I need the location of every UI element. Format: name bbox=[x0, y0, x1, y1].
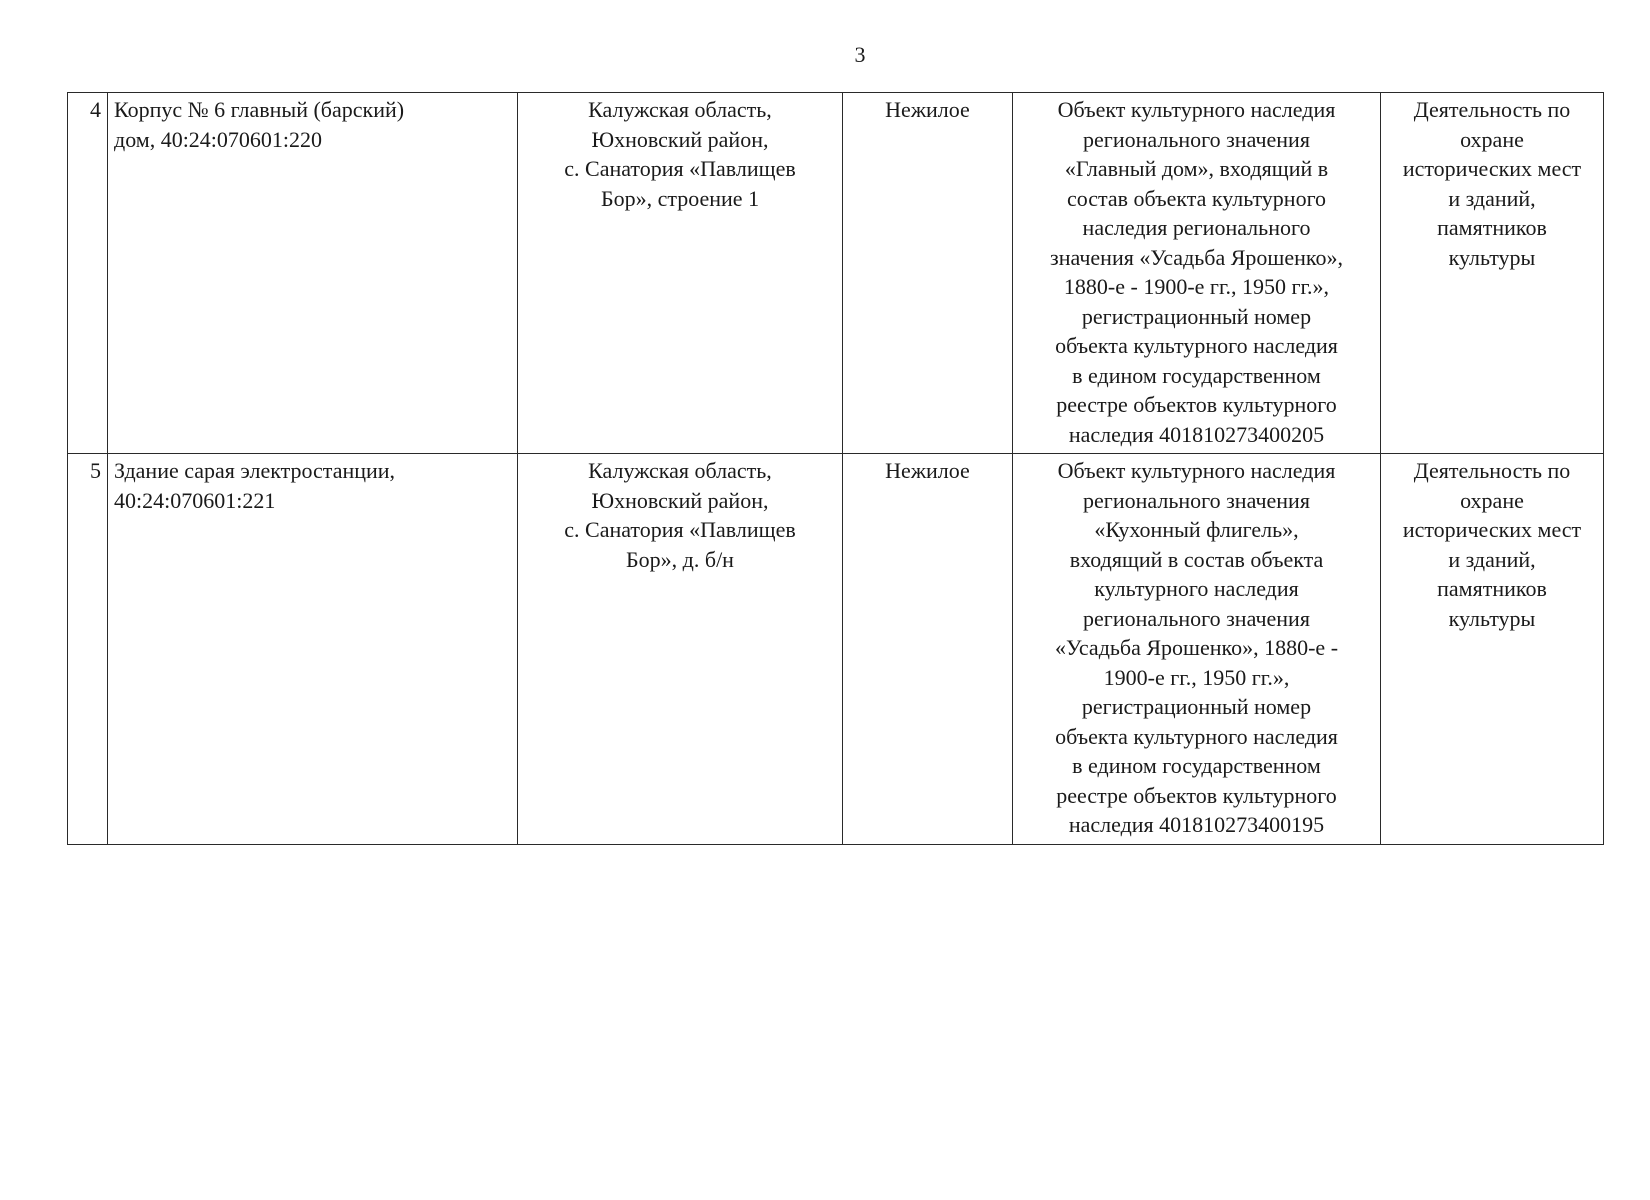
object-name-cell bbox=[108, 454, 518, 845]
purpose-cell bbox=[843, 454, 1013, 845]
row-number: 5 bbox=[90, 458, 101, 483]
activity: Деятельность по охране исторических мест и зданий, памятников культуры bbox=[1402, 97, 1582, 270]
address: Калужская область, Юхновский район, с. Санатория «Павлищев Бор», строение 1 bbox=[564, 97, 796, 211]
property-table bbox=[67, 92, 1604, 845]
purpose: Нежилое bbox=[885, 97, 970, 122]
activity-cell bbox=[1381, 93, 1604, 454]
row-number: 4 bbox=[90, 97, 101, 122]
address: Калужская область, Юхновский район, с. Санатория «Павлищев Бор», д. б/н bbox=[564, 458, 796, 572]
activity-cell bbox=[1381, 454, 1604, 845]
purpose: Нежилое bbox=[885, 458, 970, 483]
heritage-description: Объект культурного наследия регионального значения «Главный дом», входящий в состав объекта культурного наследия регионального значения «Усадьба Ярошенко», 1880-е - 1900-е гг., 1950 гг.», регистрационный номер объекта культурного наследия в едином государственном реестре объектов культурного наследия 401810273400205 bbox=[1050, 97, 1343, 447]
row-number-cell bbox=[68, 454, 108, 845]
row-number-cell bbox=[68, 93, 108, 454]
heritage-description: Объект культурного наследия регионального значения «Кухонный флигель», входящий в состав объекта культурного наследия регионального значения «Усадьба Ярошенко», 1880-е - 1900-е гг., 1950 гг.», регистрационный номер объекта культурного наследия в едином государственном реестре объектов культурного наследия 401810273400195 bbox=[1054, 458, 1339, 837]
address-cell bbox=[518, 93, 843, 454]
address-cell bbox=[518, 454, 843, 845]
table-row bbox=[68, 93, 1604, 454]
table-row bbox=[68, 454, 1604, 845]
object-name: Корпус № 6 главный (барский) дом, 40:24:070601:220 bbox=[114, 97, 405, 152]
purpose-cell bbox=[843, 93, 1013, 454]
activity: Деятельность по охране исторических мест и зданий, памятников культуры bbox=[1402, 458, 1582, 631]
page-number: 3 bbox=[854, 42, 866, 67]
heritage-cell bbox=[1013, 93, 1381, 454]
object-name: Здание сарая электростанции, 40:24:070601:221 bbox=[114, 458, 396, 513]
object-name-cell bbox=[108, 93, 518, 454]
heritage-cell bbox=[1013, 454, 1381, 845]
